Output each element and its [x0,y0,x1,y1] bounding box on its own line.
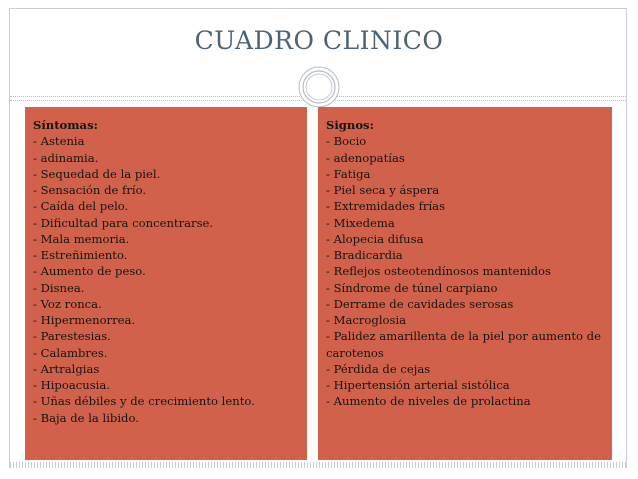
sintoma-item: - Hipermenorrea. [33,313,136,327]
sintoma-item: - Uñas débiles y de crecimiento lento. [33,394,255,409]
sintoma-item: - Baja de la libido. [33,410,139,425]
signo-item: - Síndrome de túnel carpiano [326,280,498,295]
sintoma-item: - Mala memoria. [33,231,130,246]
sintoma-item: - Artralgias [33,361,100,376]
signo-item: - adenopatías [326,150,405,165]
signo-item: - Piel seca y áspera [326,183,440,197]
sintomas-heading: Síntomas: [33,118,98,132]
signo-item: - Macroglosia [326,313,407,327]
signo-item: - Mixedema [326,215,395,230]
sintoma-item: - Estreñimiento. [33,248,128,262]
signo-item: - Palidez amarillenta de la piel por aumento de carotenos [326,329,601,360]
signo-item: - Reflejos osteotendínosos mantenidos [326,264,551,279]
sintoma-item: - Aumento de peso. [33,264,146,279]
sintoma-item: - adinamia. [33,150,99,165]
signo-item: - Bradicardia [326,248,403,262]
signo-item: - Aumento de niveles de prolactina [326,394,531,409]
signo-item: - Derrame de cavidades serosas [326,296,514,311]
sintoma-item: - Astenia [33,134,85,149]
sintoma-item: - Disnea. [33,280,85,295]
slide-title: CUADRO CLINICO [194,26,444,55]
circle-ornament-icon [298,66,340,108]
signos-column [318,107,612,460]
sintoma-item: - Hipoacusia. [33,378,110,392]
sintoma-item: - Voz ronca. [33,296,102,311]
signos-heading: Signos: [326,118,374,132]
sintoma-item: - Caída del pelo. [33,199,129,214]
signo-item: - Fatiga [326,166,371,181]
sintomas-column [25,107,307,460]
signo-item: - Alopecia difusa [326,231,424,246]
sintoma-item: - Dificultad para concentrarse. [33,215,214,230]
signo-item: - Extremidades frías [326,199,446,214]
signo-item: - Hipertensión arterial sistólica [326,378,510,392]
sintoma-item: - Parestesias. [33,329,111,344]
signos-list [326,133,608,409]
signo-item: - Bocio [326,134,367,149]
sintomas-list [33,133,303,426]
sintoma-item: - Calambres. [33,345,108,360]
sintoma-item: - Sensación de frío. [33,183,147,197]
sintoma-item: - Sequedad de la piel. [33,166,161,181]
signo-item: - Pérdida de cejas [326,361,431,376]
bottom-border-strip [10,462,626,468]
